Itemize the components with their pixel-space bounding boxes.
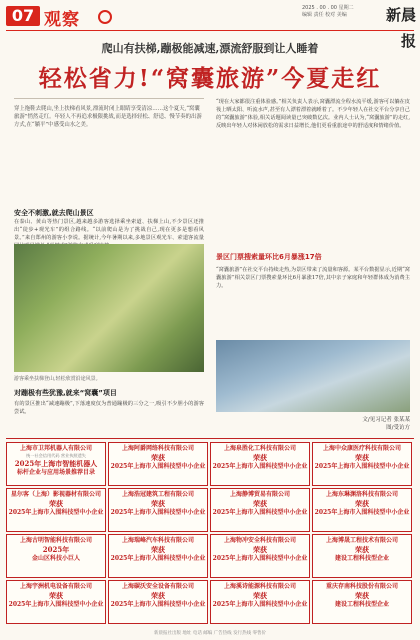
header-info bbox=[302, 5, 382, 19]
ad-line1: 荣获 bbox=[355, 453, 369, 462]
ad-company-name: 上海市卫邦机器人有限公司 bbox=[19, 445, 92, 452]
ad-box bbox=[108, 580, 208, 624]
ad-line2: 2025年上海市入围科技型中小企业 bbox=[8, 509, 104, 516]
section-name: 观察 bbox=[44, 10, 80, 30]
ad-line1: 荣获 bbox=[151, 499, 165, 508]
ad-box bbox=[210, 580, 310, 624]
ad-line2: 2025年上海市入围科技型中小企业 bbox=[110, 509, 206, 516]
ad-box bbox=[108, 442, 208, 486]
ads-rule bbox=[6, 438, 414, 439]
ad-line1: 荣获 bbox=[253, 453, 267, 462]
column-c-text: “窝囊旅游”在社交平台持续走热,为景区带来了流量和客源。某平台数据显示,近期“窝囊旅游”相关景区门票搜索量环比6月暴涨17倍,其中亲子家庭和年轻群体成为消费主力。 bbox=[216, 267, 410, 290]
photo-caption: 游客乘坐扶梯登山,轻松欣赏沿途风景。 bbox=[14, 376, 101, 382]
ad-line1: 荣获 bbox=[151, 591, 165, 600]
section1-text: 在泰山、黄山等热门景区,越来越多游客选择乘坐索道、扶梯上山,不少景区还推出“徒步+观光车”的组合路线。“以前爬山是为了挑战自己,现在更多是想看风景。”来自郑州的游客小李说。据统计,今年暑期以来,多地景区观光车、索道客流量 bbox=[14, 219, 204, 242]
ad-line2: 2025年上海市入围科技型中小企业 bbox=[314, 463, 410, 470]
ad-line2: 2025年上海市入围科技型中小企业 bbox=[212, 463, 308, 470]
ad-line2: 金山区科技小巨人 bbox=[31, 555, 80, 562]
ads-grid bbox=[6, 442, 414, 628]
ad-company-name: 上海物冲安全科技有限公司 bbox=[223, 537, 296, 544]
ad-company-name: 上海泉胜化工科技有限公司 bbox=[223, 445, 296, 452]
ad-note: 统一社会信用代码 营业执照遗失 bbox=[26, 453, 86, 458]
section2-heading: 对蹦极有些犹豫,就来“窝囊”项目 bbox=[14, 389, 117, 397]
ad-company-name: 上海中众康医疗科技有限公司 bbox=[322, 445, 401, 452]
ad-box bbox=[210, 488, 310, 532]
ad-line1: 2025年 bbox=[42, 545, 70, 554]
ad-box bbox=[312, 534, 412, 578]
article-headline: 轻松省力!“窝囊旅游”今夏走红 bbox=[38, 65, 382, 92]
article-subtitle: 爬山有扶梯,蹦极能减速,漂流舒服到让人睡着 bbox=[101, 42, 319, 55]
ad-line1: 荣获 bbox=[355, 545, 369, 554]
ad-box bbox=[6, 488, 106, 532]
ad-company-name: 上海静博贸易有限公司 bbox=[229, 491, 290, 498]
ad-line2: 2025年上海市入围科技型中小企业 bbox=[212, 509, 308, 516]
ad-line2: 标杆企业与应用场景推荐目录 bbox=[16, 469, 95, 476]
ad-box bbox=[210, 534, 310, 578]
ad-company-name: 上海博晟工程技术有限公司 bbox=[325, 537, 398, 544]
page-footer: 新晨报社出版 地址 电话 邮编 广告热线 发行热线 零售价 bbox=[153, 631, 267, 636]
ad-company-name: 上海浩冠建筑工程有限公司 bbox=[121, 491, 194, 498]
section3-heading: 景区门票搜索量环比6月暴涨17倍 bbox=[216, 253, 322, 261]
section-decoration bbox=[98, 10, 112, 24]
ad-company-name: 星尔客（上海）影视器材有限公司 bbox=[10, 491, 101, 498]
ad-box bbox=[210, 442, 310, 486]
ad-company-name: 上海宇洲机电设备有限公司 bbox=[19, 583, 92, 590]
ad-company-name: 重庆存南科技股份有限公司 bbox=[325, 583, 398, 590]
ad-box bbox=[312, 488, 412, 532]
ad-company-name: 上海瑞峰汽车科技有限公司 bbox=[121, 537, 194, 544]
column-b-text: “现在大家都很注重体验感。”相关负责人表示,窝囊漂流全程水流平缓,游客可以躺在皮筏上晒太阳、听流水声,甚至有人漂着漂着就睡着了。不少年轻人在社交平台分享自己的“窝囊旅游”体验,相关话题阅读量已突破数亿次。业内人士认为,“窝囊旅游”的走红,反映出年轻人对休闲放松的需求日益增长,他们更看重旅途中的舒适度和情绪价值。 bbox=[216, 99, 410, 130]
byline bbox=[330, 416, 410, 432]
ad-company-name: 上海东琳渊洛科技有限公司 bbox=[325, 491, 398, 498]
ad-box bbox=[6, 442, 106, 486]
ad-box bbox=[6, 534, 106, 578]
ad-line2: 2025年上海市入围科技型中小企业 bbox=[110, 601, 206, 608]
header-rule bbox=[6, 30, 414, 31]
editor-line: 编辑 责任 校对 美编 bbox=[302, 12, 347, 18]
ad-line1: 荣获 bbox=[253, 591, 267, 600]
date-line: 2025 . 00 . 00 星期二 bbox=[302, 5, 354, 11]
ad-line2: 2025年上海市入围科技型中小企业 bbox=[110, 463, 206, 470]
ad-line1: 荣获 bbox=[253, 499, 267, 508]
ad-company-name: 上海碳沃安全设备有限公司 bbox=[121, 583, 194, 590]
section2-body: 有的景区推出“减速蹦极”,下落速度仅为普通蹦极的三分之一,吸引不少胆小的游客尝试。 bbox=[14, 401, 204, 416]
ad-line1: 荣获 bbox=[49, 499, 63, 508]
ad-line2: 2025年上海市入围科技型中小企业 bbox=[314, 509, 410, 516]
section1-heading: 安全不刺激,就去爬山景区 bbox=[14, 209, 94, 217]
ad-line1: 荣获 bbox=[151, 545, 165, 554]
ad-box bbox=[312, 580, 412, 624]
ad-line2: 2025年上海市入围科技型中小企业 bbox=[110, 555, 206, 562]
ad-line1: 荣获 bbox=[49, 591, 63, 600]
ad-line2: 2025年上海市入围科技型中小企业 bbox=[8, 601, 104, 608]
ad-line2: 建设工程科技型企业 bbox=[334, 601, 389, 608]
article-photo bbox=[14, 244, 204, 372]
ad-line1: 荣获 bbox=[355, 591, 369, 600]
ad-box bbox=[108, 488, 208, 532]
article-photo-2 bbox=[216, 340, 410, 412]
ad-box bbox=[312, 442, 412, 486]
logo-text: 新晨报 bbox=[385, 6, 416, 50]
newspaper-logo bbox=[382, 2, 416, 50]
ad-box bbox=[6, 580, 106, 624]
ad-line2: 2025年上海市入围科技型中小企业 bbox=[212, 555, 308, 562]
ad-box bbox=[108, 534, 208, 578]
ad-line1: 荣获 bbox=[151, 453, 165, 462]
article-lead: 穿上拖鞋去爬山,坐上扶梯看风景,漂流时闭上眼睛享受清凉……这个夏天,“窝囊旅游”悄然走红。年轻人不再追求极限挑战,而是选择轻松、舒适、慢节奏的出游方式,在“躺平”中感受山水之美。 bbox=[14, 98, 204, 211]
ad-line2: 建设工程科技型企业 bbox=[334, 555, 389, 562]
byline-photo: 图/受访方 bbox=[386, 425, 410, 431]
section-number: 07 bbox=[6, 6, 40, 26]
ad-company-name: 上海阿爵网络科技有限公司 bbox=[121, 445, 194, 452]
ad-line1: 2025年上海市智能机器人 bbox=[14, 459, 98, 468]
byline-source: 文/见习记者 张某某 bbox=[362, 417, 410, 423]
ad-company-name: 上海溪诗能源科技有限公司 bbox=[223, 583, 296, 590]
ad-company-name: 上海古明智能科技有限公司 bbox=[19, 537, 92, 544]
ad-line1: 荣获 bbox=[253, 545, 267, 554]
ad-line2: 2025年上海市入围科技型中小企业 bbox=[212, 601, 308, 608]
ad-line1: 荣获 bbox=[355, 499, 369, 508]
